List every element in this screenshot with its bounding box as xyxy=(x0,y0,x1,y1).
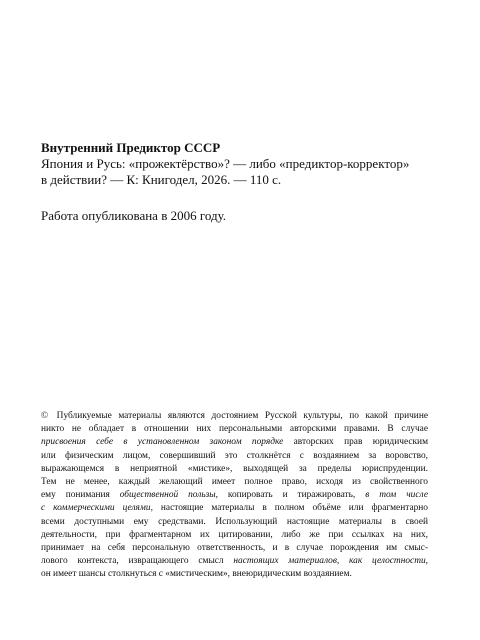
copyright-line xyxy=(41,463,428,476)
text-run: он имеет шансы столкнуться с «мистическим», внеюридическим воздаянием. xyxy=(41,569,352,580)
text-run: никто не обладает в отношении них персональными авторскими правами. В случае xyxy=(41,424,428,435)
copyright-line xyxy=(41,450,428,463)
text-run: принимает на себя персональную ответственность, и в случае порождения им смыс- xyxy=(41,543,428,554)
copyright-line xyxy=(41,542,428,555)
copyright-line xyxy=(41,436,428,449)
text-run: Публикуемые материалы являются достоянием Русской культуры, по какой причине xyxy=(56,411,428,421)
text-run: лового контекста, извращающего смысл xyxy=(41,556,234,567)
copyright-line xyxy=(41,555,428,568)
text-run: Тем не менее, каждый желающий имеет полное право, исходя из свойственного xyxy=(41,477,428,488)
text-run: , настоящие материалы в полном объёме или фрагментарно xyxy=(150,503,428,514)
italic-phrase: присвоения себе в установленном законом порядке xyxy=(41,437,284,448)
text-run: или физическим лицом, совершивший это столкнётся с воздаянием за воровство, xyxy=(41,450,428,461)
copyright-symbol: © xyxy=(41,411,49,421)
copyright-line xyxy=(41,502,428,515)
italic-phrase: общественной пользы xyxy=(119,490,216,501)
text-run: , xyxy=(425,556,428,567)
author-name: Внутренний Предиктор СССР xyxy=(41,140,221,155)
title-line-2: в действии? — К: Книгодел, 2026. — 110 с. xyxy=(41,172,282,187)
text-run: выражающемся в неприятной «мистике», выходящей за пределы юриспруденции. xyxy=(41,463,428,474)
text-run: , копировать и тиражировать, xyxy=(215,490,366,501)
copyright-line xyxy=(41,410,428,423)
italic-phrase: в том числе xyxy=(365,490,428,501)
italic-phrase: с коммерческими целями xyxy=(41,503,151,514)
copyright-notice xyxy=(41,410,428,582)
title-line-1: Япония и Русь: «прожектёрство»? — либо «предиктор-корректор» xyxy=(41,156,410,171)
copyright-line xyxy=(41,516,428,529)
publication-note: Работа опубликована в 2006 году. xyxy=(41,208,227,223)
text-run: ему понимания xyxy=(41,490,120,501)
copyright-line xyxy=(41,489,428,502)
copyright-line xyxy=(41,423,428,436)
text-run: авторских прав юридическим xyxy=(283,437,428,448)
copyright-line xyxy=(41,568,428,581)
copyright-line xyxy=(41,529,428,542)
copyright-line xyxy=(41,476,428,489)
italic-phrase: настоящих материалов, как целостности xyxy=(233,556,426,567)
text-run: всеми доступными ему средствами. Использующий настоящие материалы в своей xyxy=(41,516,428,527)
text-run: деятельности, при фрагментарном их цитировании, либо же при ссылках на них, xyxy=(41,529,428,540)
bibliographic-record xyxy=(41,140,441,188)
